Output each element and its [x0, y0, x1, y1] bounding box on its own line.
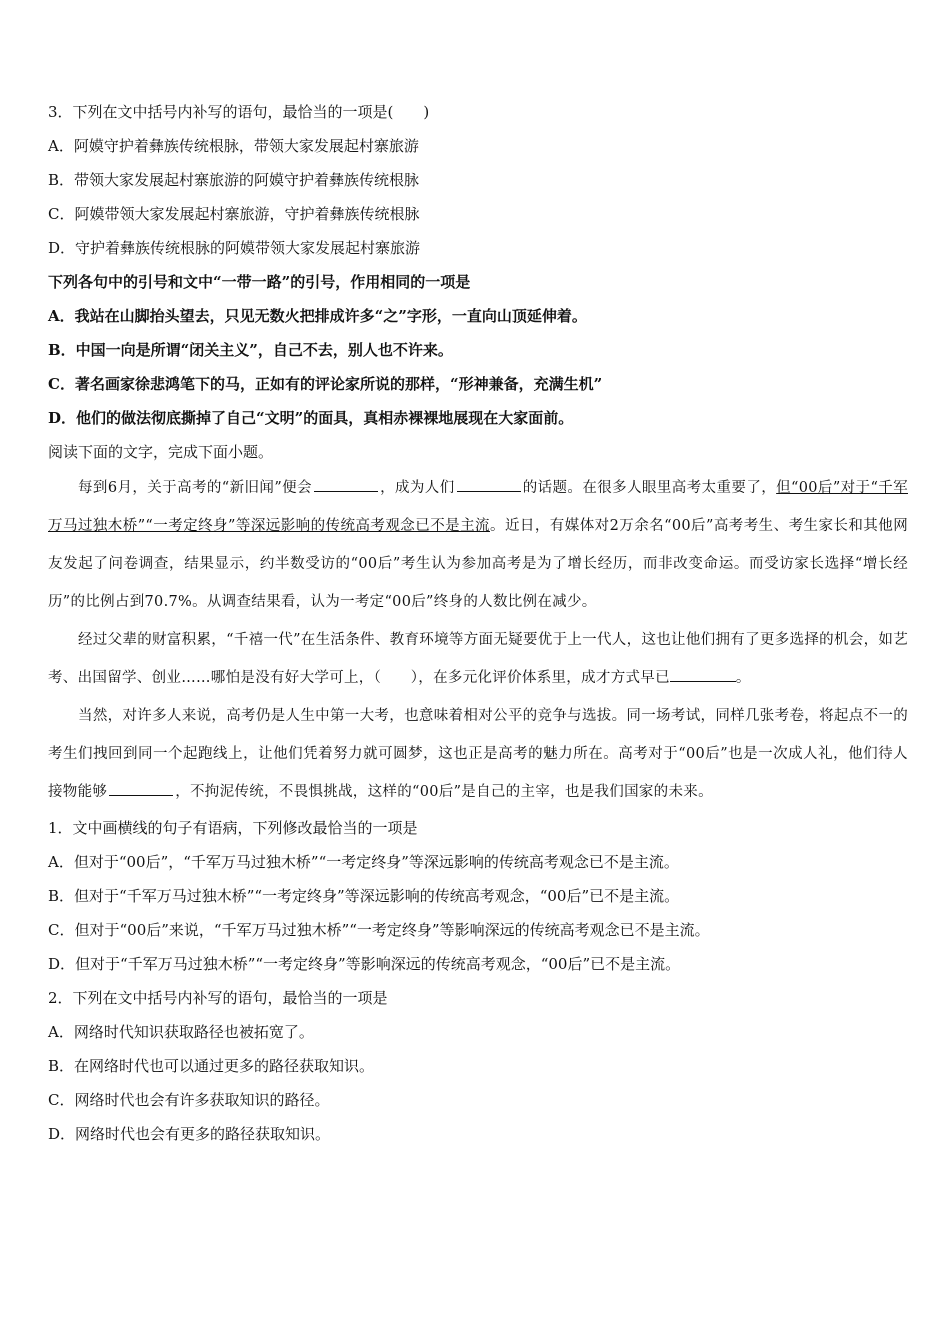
fill-blank-4: [109, 781, 173, 796]
q3-stem: 3．下列在文中括号内补写的语句，最恰当的一项是( ): [48, 103, 430, 121]
q1-option-c: C．但对于“00后”来说，“千军万马过独木桥”“一考定终身”等影响深远的传统高考观念已不是主流。: [48, 921, 710, 939]
quote-option-a: A．我站在山脚抬头望去，只见无数火把排成许多“之”字形，一直向山顶延伸着。: [48, 307, 587, 325]
q1-option-d: D．但对于“千军万马过独木桥”“一考定终身”等影响深远的传统高考观念，“00后”已不是主流。: [48, 955, 681, 973]
quote-option-b: B．中国一向是所谓“闭关主义”，自己不去，别人也不许来。: [48, 341, 453, 359]
p3-text-b: ，不拘泥传统，不畏惧挑战，这样的“00后”是自己的主宰，也是我们国家的未来。: [175, 784, 713, 800]
p1-text-a: 每到6月，关于高考的“新旧闻”便会: [78, 480, 312, 496]
passage-paragraph-2: [48, 621, 908, 697]
p1-text-c: 的话题。在很多人眼里高考太重要了，: [522, 480, 777, 496]
p2-text-a: 经过父辈的财富积累，“千禧一代”在生活条件、教育环境等方面无疑要优于上一代人，这也让他们拥有了更多选择的机会，如艺考、出国留学、创业……哪怕是没有好大学可上，（ ），在多元化评价体系里，成才方式早已: [48, 632, 908, 686]
q3-option-a: A．阿嫫守护着彝族传统根脉，带领大家发展起村寨旅游: [48, 137, 419, 155]
underlined-sentence: 但“00后”对于“千军万马过独木桥”“一考定终身”等深远影响的传统高考观念已不是主流: [48, 480, 908, 534]
q3-option-b: B．带领大家发展起村寨旅游的阿嫫守护着彝族传统根脉: [48, 171, 420, 189]
passage-paragraph-1: [48, 469, 908, 621]
p2-text-b: 。: [735, 670, 751, 686]
quote-question-stem: 下列各句中的引号和文中“一带一路”的引号，作用相同的一项是: [48, 273, 471, 291]
quote-option-c: C．著名画家徐悲鸿笔下的马，正如有的评论家所说的那样，“形神兼备，充满生机”: [48, 375, 603, 393]
reading-intro: 阅读下面的文字，完成下面小题。: [48, 443, 274, 461]
p1-text-b: ，成为人们: [379, 480, 455, 496]
q2-option-b: B．在网络时代也可以通过更多的路径获取知识。: [48, 1057, 375, 1075]
fill-blank-1: [314, 477, 378, 492]
p1-text-d: 。近日，有媒体对2万余名“00后”高考考生、考生家长和其他网友发起了问卷调查，结果显示，约半数受访的“00后”考生认为参加高考是为了增长经历，而非改变命运。而受访家长选择“增长经历”的比例占到70.7%。从调查结果看，认为一考定“00后”终身的人数比例在减少。: [48, 518, 909, 610]
fill-blank-2: [457, 477, 521, 492]
q2-option-a: A．网络时代知识获取路径也被拓宽了。: [48, 1023, 314, 1041]
q3-option-c: C．阿嫫带领大家发展起村寨旅游，守护着彝族传统根脉: [48, 205, 420, 223]
q3-option-d: D．守护着彝族传统根脉的阿嫫带领大家发展起村寨旅游: [48, 239, 421, 257]
q2-stem: 2．下列在文中括号内补写的语句，最恰当的一项是: [48, 989, 388, 1007]
quote-option-d: D．他们的做法彻底撕掉了自己“文明”的面具，真相赤裸裸地展现在大家面前。: [48, 409, 574, 427]
q2-option-c: C．网络时代也会有许多获取知识的路径。: [48, 1091, 330, 1109]
q1-option-a: A．但对于“00后”，“千军万马过独木桥”“一考定终身”等深远影响的传统高考观念已不是主流。: [48, 853, 679, 871]
q2-option-d: D．网络时代也会有更多的路径获取知识。: [48, 1125, 331, 1143]
q1-stem: 1．文中画横线的句子有语病，下列修改最恰当的一项是: [48, 819, 418, 837]
p3-text-a: 当然，对许多人来说，高考仍是人生中第一大考，也意味着相对公平的竞争与选拔。同一场考试，同样几张考卷，将起点不一的考生们拽回到同一个起跑线上，让他们凭着努力就可圆梦，这也正是高考的魅力所在。高考对于“00后”也是一次成人礼，他们待人接物能够: [48, 708, 908, 800]
fill-blank-3: [670, 667, 736, 682]
passage-paragraph-3: [48, 697, 908, 811]
reading-passage: [48, 469, 908, 811]
exam-page: [48, 95, 908, 1151]
q1-option-b: B．但对于“千军万马过独木桥”“一考定终身”等深远影响的传统高考观念，“00后”已不是主流。: [48, 887, 680, 905]
